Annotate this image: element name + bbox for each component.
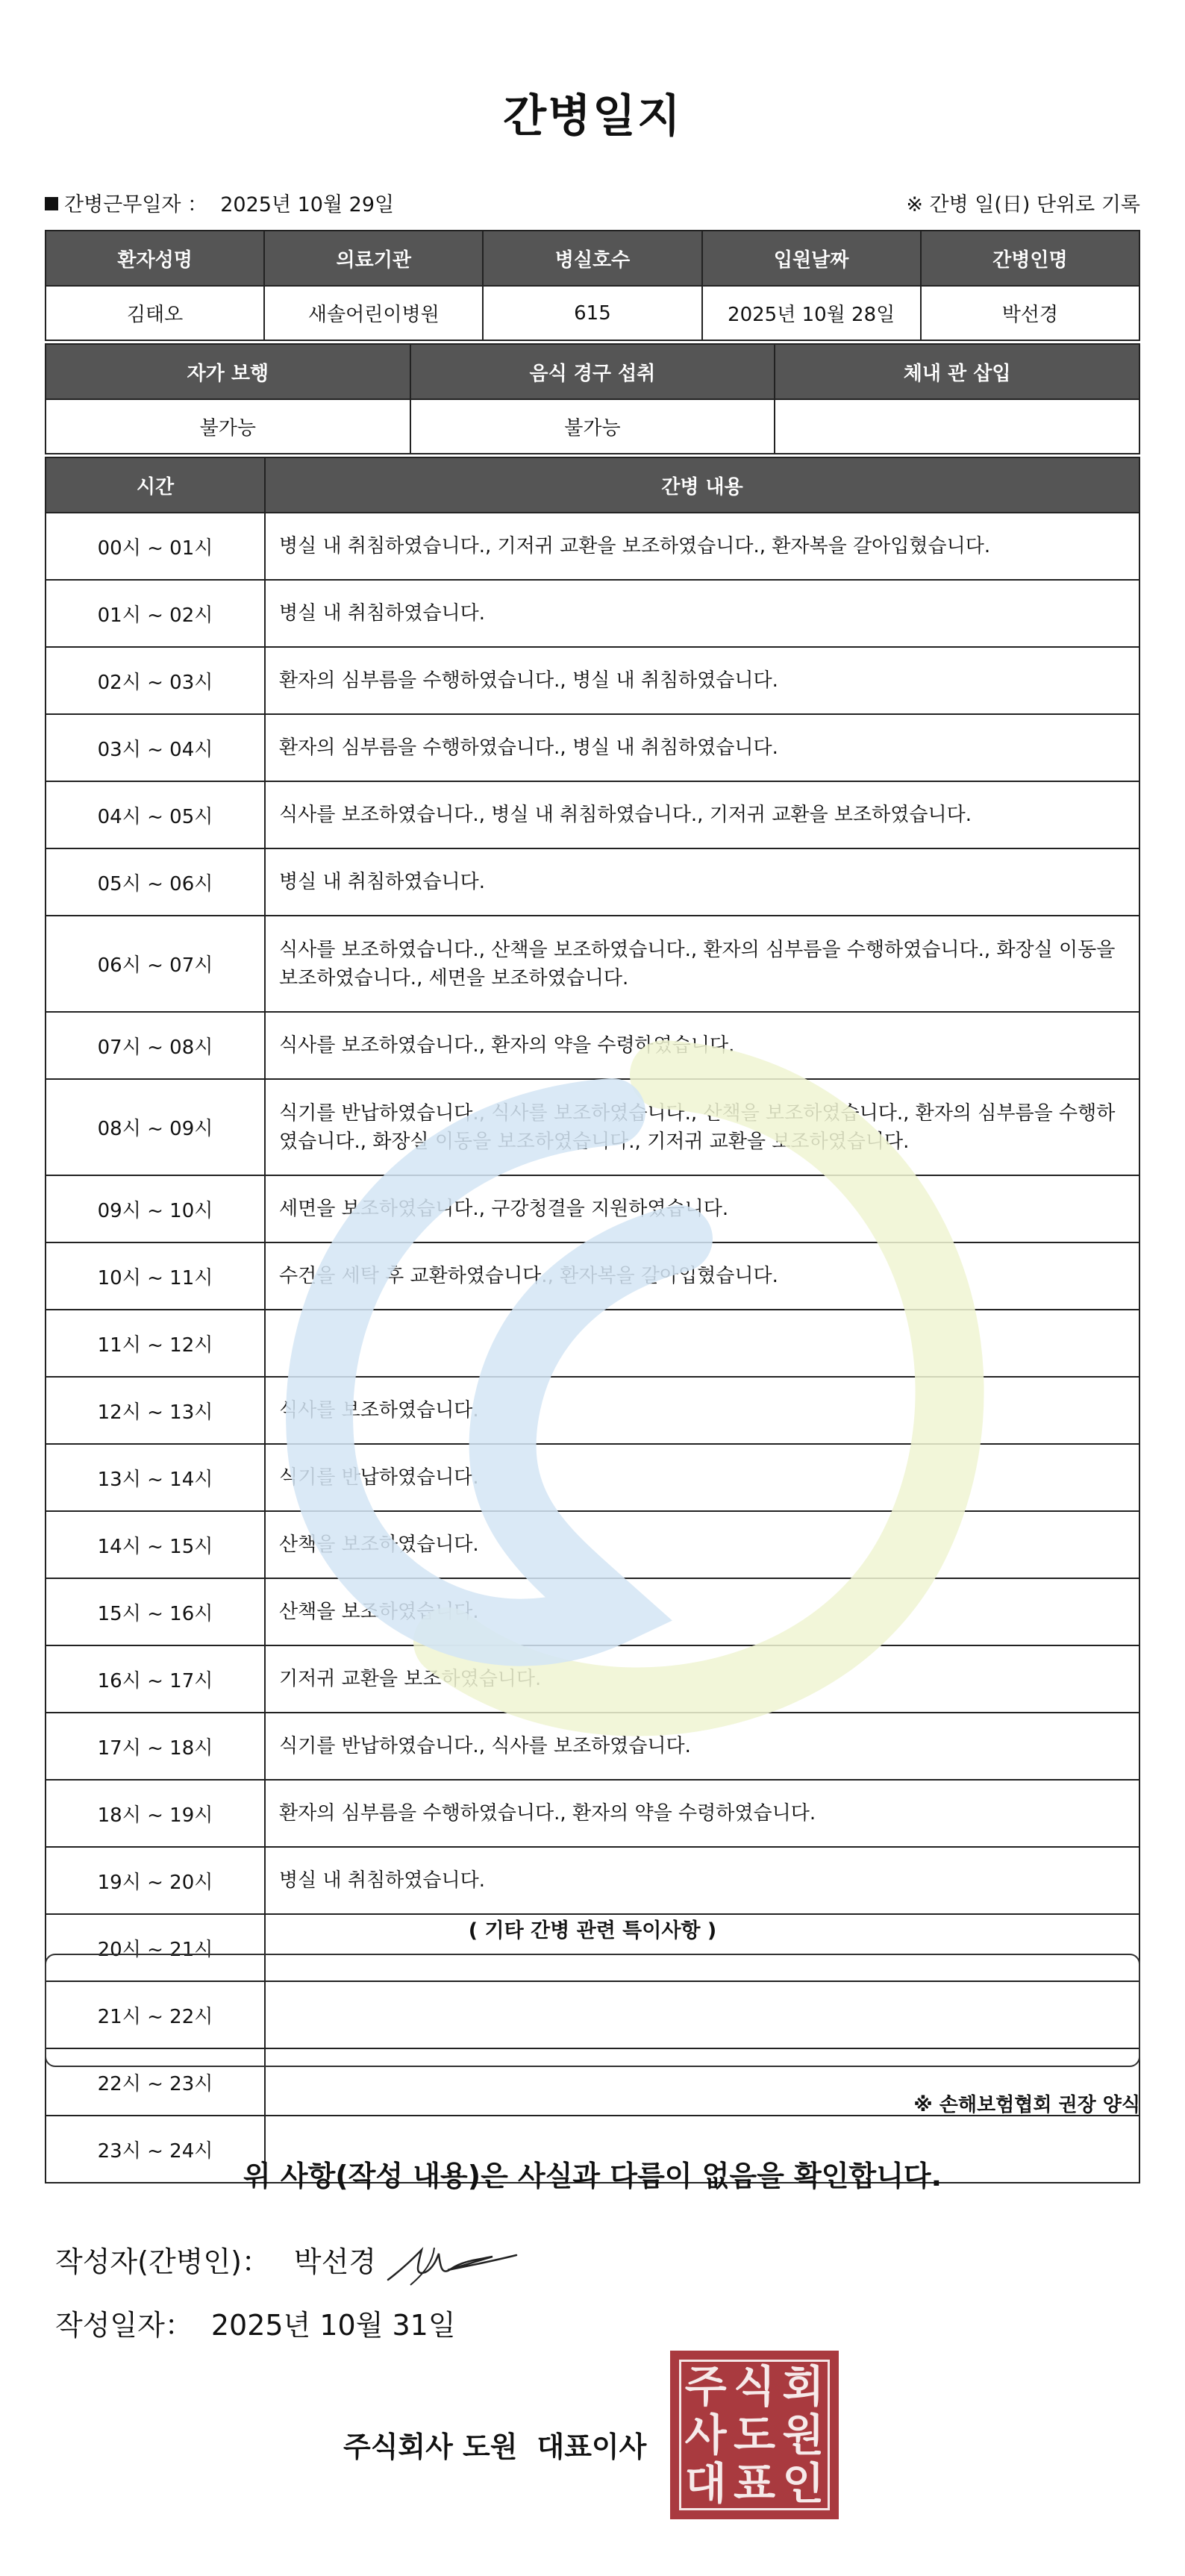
care-log-header-row: [46, 457, 1139, 513]
log-content: 병실 내 취침하였습니다.: [265, 580, 1139, 647]
patient-name: 김태오: [46, 286, 264, 340]
page-title: 간병일지: [503, 90, 682, 143]
header-admission-date: 입원날짜: [702, 231, 921, 286]
self-walking: 불가능: [46, 399, 410, 454]
patient-status-header-row: [46, 344, 1139, 399]
log-content: 수건을 세탁 후 교환하였습니다., 환자복을 갈아입혔습니다.: [265, 1242, 1139, 1310]
log-content: 산책을 보조하였습니다.: [265, 1578, 1139, 1645]
log-time: 11시 ~ 12시: [46, 1310, 265, 1377]
seal-char: 인: [782, 2458, 825, 2510]
log-content: 식기를 반납하였습니다., 식사를 보조하였습니다.: [265, 1713, 1139, 1780]
header-time: 시간: [46, 457, 265, 513]
care-log-row: [46, 1780, 1139, 1847]
log-content: 병실 내 취침하였습니다.: [265, 1847, 1139, 1914]
seal-char: 회: [782, 2360, 825, 2412]
memo-title: ( 기타 간병 관련 특이사항 ): [468, 1919, 717, 1942]
log-time: 05시 ~ 06시: [46, 848, 265, 916]
header-self-walking: 자가 보행: [46, 344, 410, 399]
care-log-row: [46, 1012, 1139, 1079]
log-time: 15시 ~ 16시: [46, 1578, 265, 1645]
seal-char: 원: [782, 2409, 825, 2460]
care-log-row: [46, 848, 1139, 916]
meta-row: [45, 188, 1140, 218]
log-time: 09시 ~ 10시: [46, 1175, 265, 1242]
patient-info-header-row: [46, 231, 1139, 286]
log-time: 07시 ~ 08시: [46, 1012, 265, 1079]
log-content: [265, 1310, 1139, 1377]
confirm-statement: 위 사항(작성 내용)은 사실과 다름이 없음을 확인합니다.: [243, 2160, 942, 2192]
log-time: 00시 ~ 01시: [46, 513, 265, 580]
patient-status-table: [45, 343, 1140, 454]
seal-char: 표: [733, 2458, 775, 2510]
header-tube-insertion: 체내 관 삽입: [775, 344, 1139, 399]
log-time: 19시 ~ 20시: [46, 1847, 265, 1914]
log-time: 23시 ~ 24시: [46, 2116, 265, 2183]
care-log-row: [46, 1511, 1139, 1578]
patient-status-value-row: [46, 399, 1139, 454]
company-signature: [343, 2424, 646, 2465]
log-content: 기저귀 교환을 보조하였습니다.: [265, 1645, 1139, 1713]
header-caregiver-name: 간병인명: [921, 231, 1139, 286]
header-patient-name: 환자성명: [46, 231, 264, 286]
log-content: 식사를 보조하였습니다., 환자의 약을 수령하였습니다.: [265, 1012, 1139, 1079]
company-name: 주식회사 도원: [343, 2430, 518, 2463]
patient-info-table: [45, 230, 1140, 341]
oral-intake: 불가능: [410, 399, 775, 454]
square-bullet-icon: [45, 197, 58, 210]
care-log-row: [46, 580, 1139, 647]
care-log-row: [46, 1079, 1139, 1175]
seal-char: 식: [733, 2360, 775, 2412]
written-date-label: 작성일자：: [55, 2309, 193, 2342]
seal-char: 사: [684, 2409, 727, 2460]
log-content: 환자의 심부름을 수행하였습니다., 병실 내 취침하였습니다.: [265, 714, 1139, 781]
log-time: 01시 ~ 02시: [46, 580, 265, 647]
log-content: 식사를 보조하였습니다., 산책을 보조하였습니다., 환자의 심부름을 수행하였습니다., 화장실 이동을 보조하였습니다., 세면을 보조하였습니다.: [265, 916, 1139, 1012]
log-time: 20시 ~ 21시: [46, 1914, 265, 1981]
caregiver-name: 박선경: [921, 286, 1139, 340]
log-content: 병실 내 취침하였습니다.: [265, 848, 1139, 916]
seal-char: 도: [733, 2409, 775, 2460]
care-log-row: [46, 513, 1139, 580]
written-date-line: [55, 2302, 456, 2343]
care-log-row: [46, 1578, 1139, 1645]
hospital: 새솔어린이병원: [264, 286, 483, 340]
log-content: 식사를 보조하였습니다.: [265, 1377, 1139, 1444]
log-time: 14시 ~ 15시: [46, 1511, 265, 1578]
recommend-note: ※ 손해보험협회 권장 양식: [913, 2094, 1140, 2116]
seal-inner: [679, 2360, 830, 2510]
tube-insertion: [775, 399, 1139, 454]
work-date-value: 2025년 10월 29일: [220, 193, 395, 216]
work-date: [45, 188, 394, 217]
log-time: 10시 ~ 11시: [46, 1242, 265, 1310]
log-time: 02시 ~ 03시: [46, 647, 265, 714]
log-content: 환자의 심부름을 수행하였습니다., 환자의 약을 수령하였습니다.: [265, 1780, 1139, 1847]
handwritten-signature: [381, 2239, 522, 2291]
log-content: 식기를 반납하였습니다., 식사를 보조하였습니다., 산책을 보조하였습니다., 환자의 심부름을 수행하였습니다., 화장실 이동을 보조하였습니다., 기저귀 교환을 보조하였습니다.: [265, 1079, 1139, 1175]
care-log-row: [46, 1444, 1139, 1511]
log-time: 12시 ~ 13시: [46, 1377, 265, 1444]
room-number: 615: [483, 286, 701, 340]
log-time: 17시 ~ 18시: [46, 1713, 265, 1780]
writer-line: [55, 2239, 376, 2280]
log-time: 03시 ~ 04시: [46, 714, 265, 781]
log-content: 산책을 보조하였습니다.: [265, 1511, 1139, 1578]
log-content: 식사를 보조하였습니다., 병실 내 취침하였습니다., 기저귀 교환을 보조하였습니다.: [265, 781, 1139, 848]
written-date-value: 2025년 10월 31일: [210, 2309, 456, 2342]
record-unit-note: ※ 간병 일(日) 단위로 기록: [906, 193, 1140, 216]
care-log-row: [46, 1310, 1139, 1377]
seal-char: 주: [684, 2360, 727, 2412]
care-log-row: [46, 647, 1139, 714]
log-time: 16시 ~ 17시: [46, 1645, 265, 1713]
header-care-content: 간병 내용: [265, 457, 1139, 513]
care-log-row: [46, 1242, 1139, 1310]
care-log-row: [46, 1175, 1139, 1242]
writer-name: 박선경: [293, 2245, 377, 2278]
care-log-row: [46, 1847, 1139, 1914]
care-log-row: [46, 916, 1139, 1012]
log-time: 22시 ~ 23시: [46, 2048, 265, 2116]
log-time: 18시 ~ 19시: [46, 1780, 265, 1847]
log-time: 08시 ~ 09시: [46, 1079, 265, 1175]
care-log-row: [46, 714, 1139, 781]
company-title: 대표이사: [537, 2430, 647, 2463]
log-content: 식기를 반납하였습니다.: [265, 1444, 1139, 1511]
care-log-row: [46, 1713, 1139, 1780]
log-time: 21시 ~ 22시: [46, 1981, 265, 2048]
header-hospital: 의료기관: [264, 231, 483, 286]
log-content: 병실 내 취침하였습니다., 기저귀 교환을 보조하였습니다., 환자복을 갈아입혔습니다.: [265, 513, 1139, 580]
seal-char: 대: [684, 2458, 727, 2510]
log-content: 세면을 보조하였습니다., 구강청결을 지원하였습니다.: [265, 1175, 1139, 1242]
memo-box: [45, 1954, 1140, 2067]
log-time: 06시 ~ 07시: [46, 916, 265, 1012]
care-log-row: [46, 781, 1139, 848]
care-log-row: [46, 1645, 1139, 1713]
header-oral-intake: 음식 경구 섭취: [410, 344, 775, 399]
company-seal-stamp: [670, 2351, 839, 2519]
log-time: 13시 ~ 14시: [46, 1444, 265, 1511]
header-room-number: 병실호수: [483, 231, 701, 286]
care-log-row: [46, 1377, 1139, 1444]
work-date-label: 간병근무일자 ：: [64, 193, 208, 216]
writer-label: 작성자(간병인)：: [55, 2245, 270, 2278]
log-content: 환자의 심부름을 수행하였습니다., 병실 내 취침하였습니다.: [265, 647, 1139, 714]
admission-date: 2025년 10월 28일: [702, 286, 921, 340]
log-time: 04시 ~ 05시: [46, 781, 265, 848]
patient-info-value-row: [46, 286, 1139, 340]
